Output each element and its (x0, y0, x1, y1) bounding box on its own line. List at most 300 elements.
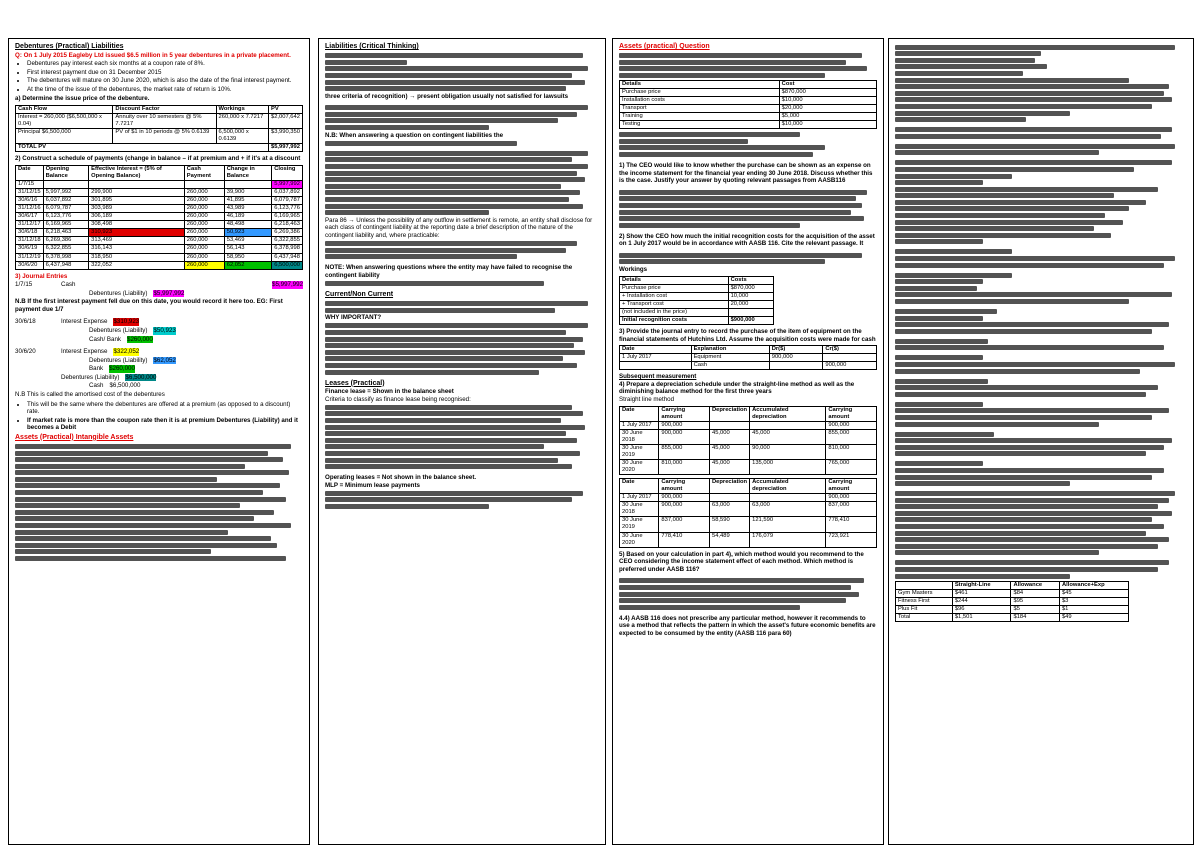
je-amount: $260,000 (127, 335, 153, 343)
schedule-cell: 6,322,855 (43, 245, 89, 253)
note-amortised: N.B This is called the amortised cost of the debentures (15, 390, 165, 398)
cell (823, 354, 877, 362)
table-row (620, 97, 877, 105)
table-row (896, 613, 1129, 621)
table-header-row (620, 479, 877, 494)
table-header: Depreciation (709, 406, 749, 421)
question-2: 2) Show the CEO how much the initial recognition costs for the acquisition of the asset on 1 July 2017 would be in accordance with AASB 116. Cite the relevant passage. It (619, 232, 875, 248)
table-row (620, 502, 877, 517)
table-cell: 58,590 (709, 517, 749, 532)
pv-header: PV (268, 105, 302, 113)
cost-header: Details (620, 80, 780, 88)
cell: Training (620, 113, 780, 121)
je-amount: $310,923 (113, 318, 140, 326)
table-header: Accumulated depreciation (750, 479, 826, 494)
je-account: Debentures (Liability) (89, 289, 148, 297)
cell: $10,000 (779, 97, 876, 105)
schedule-cell: 6,079,787 (272, 197, 303, 205)
schedule-cell: 6,437,948 (43, 261, 89, 269)
schedule-cell: 30/6/19 (16, 245, 44, 253)
table-header: Allowance+Exp (1059, 581, 1128, 589)
je-header: Explanation (691, 346, 769, 354)
cell: Cash (691, 362, 769, 370)
workings-title: Workings (619, 266, 648, 274)
schedule-cell (224, 180, 271, 188)
why-important: WHY IMPORTANT? (325, 314, 382, 322)
table-header: Carrying amount (659, 479, 710, 494)
table-row (620, 292, 774, 300)
schedule-cell: 6,169,965 (272, 213, 303, 221)
table-header-row (620, 406, 877, 421)
note-contingent: NOTE: When answering questions where the entity may have failed to recognise the contingent liability (325, 264, 573, 279)
table-cell: 135,000 (750, 459, 826, 474)
schedule-cell: 30/6/20 (16, 261, 44, 269)
question-4: 4) Prepare a depreciation schedule under the straight-line method as well as the diminishing balance method for the first three years (619, 380, 855, 396)
je-amount: $6,500,000 (125, 373, 157, 381)
table-cell: 900,000 (826, 421, 877, 429)
pv-table (15, 105, 303, 152)
schedule-cell: 260,000 (184, 229, 224, 237)
cell: Installation costs (620, 97, 780, 105)
table-row (16, 229, 303, 237)
cost-table (619, 80, 877, 129)
pv-cell: Principal $6,500,000 (16, 129, 113, 144)
table-header: Straight-Line (952, 581, 1011, 589)
je-header: Dr($) (769, 346, 823, 354)
cell: $870,000 (728, 284, 773, 292)
schedule-cell: 6,322,855 (272, 237, 303, 245)
straight-line-title: Straight line method (619, 395, 675, 403)
je-amount: $322,052 (113, 348, 140, 356)
schedule-cell: 260,000 (184, 245, 224, 253)
cost-header: Cost (779, 80, 876, 88)
je-header: Date (620, 346, 692, 354)
table-cell: 837,000 (826, 502, 877, 517)
table-row (16, 113, 303, 128)
criteria-lease: Criteria to classify as finance lease being recognised: (325, 395, 471, 403)
section-title-assets-question: Assets (practical) Question (619, 43, 710, 50)
pv-header: Discount Factor (113, 105, 216, 113)
schedule-cell (43, 180, 89, 188)
cell: + Installation cost (620, 292, 729, 300)
table-row (620, 517, 877, 532)
schedule-cell: 6,123,776 (272, 205, 303, 213)
je-date: 30/6/18 (15, 318, 36, 326)
schedule-header: Effective Interest = (5% of Opening Balance) (89, 165, 185, 180)
schedule-cell: 30/6/18 (16, 229, 44, 237)
table-row (620, 532, 877, 547)
table-header-row (896, 581, 1129, 589)
note-premium: • This will be the same where the debentures are offered at a premium (as opposed to a discount) rate. (27, 401, 303, 416)
schedule-cell (184, 180, 224, 188)
mlp-def: MLP = Minimum lease payments (325, 481, 420, 489)
table-row (16, 221, 303, 229)
table-cell: 900,000 (659, 502, 710, 517)
table-cell: 900,000 (659, 494, 710, 502)
je-amount: $260,000 (109, 365, 135, 373)
cell: Transport (620, 105, 780, 113)
question-3: 3) Provide the journal entry to record the purchase of the item of equipment on the financial statements of Hutchins Ltd. Assume the acquisition costs were made for cash (619, 327, 876, 343)
schedule-cell: 6,079,787 (43, 205, 89, 213)
pv-header: Workings (216, 105, 268, 113)
schedule-cell: 260,000 (184, 237, 224, 245)
table-cell: 63,000 (750, 502, 826, 517)
je-amount: $5,997,992 (153, 289, 185, 297)
table-row (620, 284, 774, 292)
schedule-cell: 260,000 (184, 261, 224, 269)
section-title-intangibles: Assets (Practical) Intangible Assets (15, 433, 134, 441)
journal-entry-1-credit (15, 290, 303, 298)
table-cell: 30 June 2018 (620, 502, 659, 517)
schedule-cell: 46,189 (224, 213, 271, 221)
question-1: 1) The CEO would like to know whether the purchase can be shown as an expense on the income statement for the financial year ending 30 June 2018. Discuss whether this is the case. Justify your answer by quoting relevant passages from AASB116 (619, 162, 873, 185)
schedule-cell: 30/6/16 (16, 197, 44, 205)
table-cell: 176,079 (750, 532, 826, 547)
table-cell: $84 (1011, 589, 1059, 597)
section-title-debentures: Debentures (Practical) Liabilities (15, 43, 124, 50)
table-cell: Plus Fit (896, 605, 953, 613)
cell: + Transport cost (620, 300, 729, 308)
schedule-cell: 260,000 (184, 253, 224, 261)
table-cell: 900,000 (659, 421, 710, 429)
table-row (16, 213, 303, 221)
table-cell: $1 (1059, 605, 1128, 613)
journal-entry-3-line (15, 374, 303, 382)
schedule-cell: 31/12/16 (16, 205, 44, 213)
question-5: 5) Based on your calculation in part 4), which method would you recommend to the CEO considering the income statement effect of each method. Which method is preferred under AASB 116? (619, 550, 864, 573)
table-cell: 723,921 (826, 532, 877, 547)
je-amount: $5,997,992 (272, 281, 303, 289)
schedule-cell: 316,143 (89, 245, 185, 253)
table-cell: Total (896, 613, 953, 621)
table-cell: $184 (1011, 613, 1059, 621)
column-debentures (8, 38, 310, 845)
schedule-header: Closing (272, 165, 303, 180)
cell (728, 308, 773, 316)
schedule-cell: 310,923 (89, 229, 185, 237)
column-liabilities (318, 38, 606, 845)
table-cell: 121,590 (750, 517, 826, 532)
table-cell: 778,410 (826, 517, 877, 532)
table-header: Depreciation (709, 479, 749, 494)
table-cell: 45,000 (750, 429, 826, 444)
notes-text (895, 45, 1187, 579)
je-date: 30/6/20 (15, 348, 36, 356)
table-cell: 765,000 (826, 459, 877, 474)
table-cell: 778,410 (659, 532, 710, 547)
column-notes (888, 38, 1194, 845)
schedule-table (15, 165, 303, 270)
schedule-cell: 6,437,948 (272, 253, 303, 261)
pv-header: Cash Flow (16, 105, 113, 113)
table-cell: $96 (952, 605, 1011, 613)
table-cell: Fitness First (896, 597, 953, 605)
journal-entry-3-line (15, 382, 303, 390)
cell: 1 July 2017 (620, 354, 692, 362)
je-account: Cash (89, 382, 104, 390)
schedule-cell: 48,498 (224, 221, 271, 229)
table-header: Carrying amount (826, 406, 877, 421)
je-amount: $50,923 (153, 327, 176, 335)
schedule-cell: 53,469 (224, 237, 271, 245)
table-row (620, 88, 877, 96)
pv-cell: 260,000 x 7.7217 (216, 113, 268, 128)
table-cell: $461 (952, 589, 1011, 597)
pv-cell: Interest = 260,000 ($6,500,000 x 0.04) (16, 113, 113, 128)
schedule-cell: 306,189 (89, 213, 185, 221)
schedule-cell: 318,950 (89, 253, 185, 261)
schedule-cell: 6,218,463 (43, 229, 89, 237)
schedule-cell: 31/12/19 (16, 253, 44, 261)
je-account: Bank (89, 365, 104, 373)
table-cell: 45,000 (709, 429, 749, 444)
schedule-cell: 303,989 (89, 205, 185, 213)
bullet-maturity: • The debentures will mature on 30 June 2020, which is also the date of the final interest payment. (27, 77, 303, 85)
table-cell: 1 July 2017 (620, 421, 659, 429)
schedule-header-row (16, 165, 303, 180)
table-cell: 855,000 (659, 444, 710, 459)
finance-lease: Finance lease = Shown in the balance sheet (325, 388, 454, 396)
section-title-liabilities: Liabilities (Critical Thinking) (325, 43, 419, 50)
table-cell: 855,000 (826, 429, 877, 444)
schedule-cell: 6,378,998 (43, 253, 89, 261)
schedule-cell: 58,950 (224, 253, 271, 261)
schedule-cell: 1/7/15 (16, 180, 44, 188)
journal-entry-3-line (15, 357, 303, 365)
table-row (620, 308, 774, 316)
three-criteria-text: three criteria of recognition) → present obligation usually not satisfied for lawsuits (325, 92, 569, 100)
cell: Equipment (691, 354, 769, 362)
je-amount: $62,052 (153, 356, 176, 364)
note-market-rate: • If market rate is more than the coupon rate then it is at premium Debentures (Liability) and it becomes a Debit (27, 417, 303, 432)
table-cell: 63,000 (709, 502, 749, 517)
table-row (620, 316, 774, 324)
table-row (620, 300, 774, 308)
question-6: 4.4) AASB 116 does not prescribe any particular method, however it recommends to use a method that reflects the pattern in which the asset's future economic benefits are expected to be consumed by the entity (AASB 116 para 60) (619, 614, 876, 637)
table-row (896, 605, 1129, 613)
table-cell: 30 June 2020 (620, 459, 659, 474)
table-cell (750, 421, 826, 429)
table-row (16, 189, 303, 197)
table-cell (750, 494, 826, 502)
je-account: Cash (61, 281, 76, 289)
schedule-cell: 6,378,998 (272, 245, 303, 253)
section-leases: Leases (Practical) (325, 379, 385, 387)
schedule-cell: 31/12/15 (16, 189, 44, 197)
schedule-cell: 39,900 (224, 189, 271, 197)
journal-entry-2-line (15, 336, 303, 344)
table-cell: 30 June 2019 (620, 444, 659, 459)
cell: $5,000 (779, 113, 876, 121)
schedule-cell: 322,052 (89, 261, 185, 269)
table-cell: $244 (952, 597, 1011, 605)
cell: Testing (620, 121, 780, 129)
schedule-cell: 31/12/17 (16, 221, 44, 229)
bullet-first-payment: • First interest payment due on 31 December 2015 (27, 69, 303, 77)
pv-cell: Annuity over 10 semesters @ 5% 7.7217 (113, 113, 216, 128)
schedule-cell: 6,037,892 (43, 197, 89, 205)
table-cell (709, 421, 749, 429)
cell: Initial recognition costs (620, 316, 729, 324)
schedule-cell: 260,000 (184, 197, 224, 205)
table-row (16, 205, 303, 213)
table-cell: Gym Masters (896, 589, 953, 597)
question-debentures: Q: On 1 July 2015 Eagleby Ltd issued $6.5 million in 5 year debentures in a private placement. (15, 51, 291, 59)
cell: $870,000 (779, 88, 876, 96)
schedule-cell: 31/12/18 (16, 237, 44, 245)
section-current-noncurrent: Current/Non Current (325, 290, 394, 298)
je-account: Debentures (Liability) (89, 327, 148, 335)
table-row (620, 113, 877, 121)
schedule-cell: 30/6/17 (16, 213, 44, 221)
pv-total-value: $5,997,992 (268, 144, 302, 152)
table-row (16, 197, 303, 205)
schedule-cell: 5,997,992 (43, 189, 89, 197)
journal-entry-3-line (15, 365, 303, 373)
table-cell: 900,000 (659, 429, 710, 444)
cell: 900,000 (769, 354, 823, 362)
subsequent-measurement: Subsequent measurement (619, 373, 697, 381)
je-account: Cash/ Bank (89, 335, 121, 343)
table-cell: 837,000 (659, 517, 710, 532)
je-account: Interest Expense (61, 348, 108, 356)
table-row (16, 180, 303, 188)
pv-cell: PV of $1 in 10 periods @ 5% 0.6139 (113, 129, 216, 144)
table-cell: $3 (1059, 597, 1128, 605)
table-cell: 30 June 2019 (620, 517, 659, 532)
table-row (896, 597, 1129, 605)
diminishing-balance-table (619, 478, 877, 548)
table-row (16, 245, 303, 253)
je-table (619, 345, 877, 370)
para-86: Para 86 → Unless the possibility of any outflow in settlement is remote, an entity shall disclose for each class of contingent liability at the reporting date a brief description of the nature of the contingent liability and, where practicable: (325, 216, 593, 239)
table-cell: 810,000 (826, 444, 877, 459)
schedule-cell: 6,269,386 (272, 229, 303, 237)
table-cell (709, 494, 749, 502)
table-row-total (16, 144, 303, 152)
je-account: Debentures (Liability) (61, 373, 120, 381)
schedule-cell: 50,923 (224, 229, 271, 237)
table-row (620, 421, 877, 429)
schedule-header: Opening Balance (43, 165, 89, 180)
table-cell: $95 (1011, 597, 1059, 605)
schedule-cell: 41,895 (224, 197, 271, 205)
journal-entry-2-line (15, 327, 303, 335)
schedule-cell: 260,000 (184, 205, 224, 213)
schedule-cell: 6,037,892 (272, 189, 303, 197)
table-row (16, 237, 303, 245)
table-cell: $5 (1011, 605, 1059, 613)
schedule-header: Date (16, 165, 44, 180)
notes-list (15, 401, 303, 432)
table-header: Allowance (1011, 581, 1059, 589)
step-a: a) Determine the issue price of the debenture. (15, 95, 150, 103)
cell: Costs (728, 276, 773, 284)
schedule-cell: 56,143 (224, 245, 271, 253)
table-header: Carrying amount (826, 479, 877, 494)
journal-entry-2 (15, 318, 303, 326)
table-cell: $1,501 (952, 613, 1011, 621)
pv-cell: $3,990,350 (268, 129, 302, 144)
table-cell: 45,000 (709, 444, 749, 459)
cell: Purchase price (620, 284, 729, 292)
table-header: Date (620, 479, 659, 494)
pv-total-label: TOTAL PV (16, 144, 269, 152)
cell: Details (620, 276, 729, 284)
schedule-cell: 6,218,463 (272, 221, 303, 229)
schedule-cell: 301,895 (89, 197, 185, 205)
table-cell: 54,489 (709, 532, 749, 547)
bullet-coupon: • Debentures pay interest each six months at a coupon rate of 8%. (27, 60, 303, 68)
schedule-cell: 313,469 (89, 237, 185, 245)
cell: 20,000 (728, 300, 773, 308)
schedule-cell: 6,169,965 (43, 221, 89, 229)
table-cell: 45,000 (709, 459, 749, 474)
schedule-cell: 6,123,776 (43, 213, 89, 221)
cell (620, 362, 692, 370)
table-row (620, 362, 877, 370)
schedule-cell: 299,900 (89, 189, 185, 197)
schedule-cell: 5,997,992 (272, 180, 303, 188)
table-row (620, 105, 877, 113)
table-header: Carrying amount (659, 406, 710, 421)
table-cell: 810,000 (659, 459, 710, 474)
workings-table (619, 276, 774, 325)
table-row (16, 253, 303, 261)
cell: 900,000 (823, 362, 877, 370)
table-header: Date (620, 406, 659, 421)
table-row (620, 494, 877, 502)
table-header: Accumulated depreciation (750, 406, 826, 421)
table-cell: 1 July 2017 (620, 494, 659, 502)
table-row (896, 589, 1129, 597)
schedule-cell: 6,500,000 (272, 261, 303, 269)
pv-cell: 6,500,000 x 0.6139 (216, 129, 268, 144)
cell: $900,000 (728, 316, 773, 324)
schedule-cell: 43,989 (224, 205, 271, 213)
nb-answer: N.B: When answering a question on contingent liabilities the (325, 131, 504, 139)
je-header: Cr($) (823, 346, 877, 354)
cell: 10,000 (728, 292, 773, 300)
step-c: 3) Journal Entries (15, 272, 68, 280)
column-assets (612, 38, 884, 845)
intangibles-text (15, 444, 303, 561)
je-account: Interest Expense (61, 318, 108, 326)
schedule-cell: 308,498 (89, 221, 185, 229)
table-row (620, 276, 774, 284)
nb-note: N.B If the first interest payment fell due on this date, you would record it here too. EG: First payment due 1/7 (15, 298, 283, 313)
debenture-bullets (15, 60, 303, 93)
schedule-cell: 260,000 (184, 189, 224, 197)
table-cell: $45 (1059, 589, 1128, 597)
table-header (896, 581, 953, 589)
table-row (620, 354, 877, 362)
schedule-cell: 260,000 (184, 213, 224, 221)
bullet-market-rate: • At the time of the issue of the debentures, the market rate of return is 10%. (27, 86, 303, 94)
schedule-cell: 260,000 (184, 221, 224, 229)
pv-cell: $2,007,642 (268, 113, 302, 128)
je-account: Debentures (Liability) (89, 356, 148, 364)
cell: Purchase price (620, 88, 780, 96)
table-cell: 30 June 2018 (620, 429, 659, 444)
schedule-header: Change in Balance (224, 165, 271, 180)
table-cell: 30 June 2020 (620, 532, 659, 547)
cell: (not included in the price) (620, 308, 729, 316)
schedule-cell (89, 180, 185, 188)
cell (769, 362, 823, 370)
table-cell: 900,000 (826, 494, 877, 502)
schedule-header: Cash Payment (184, 165, 224, 180)
